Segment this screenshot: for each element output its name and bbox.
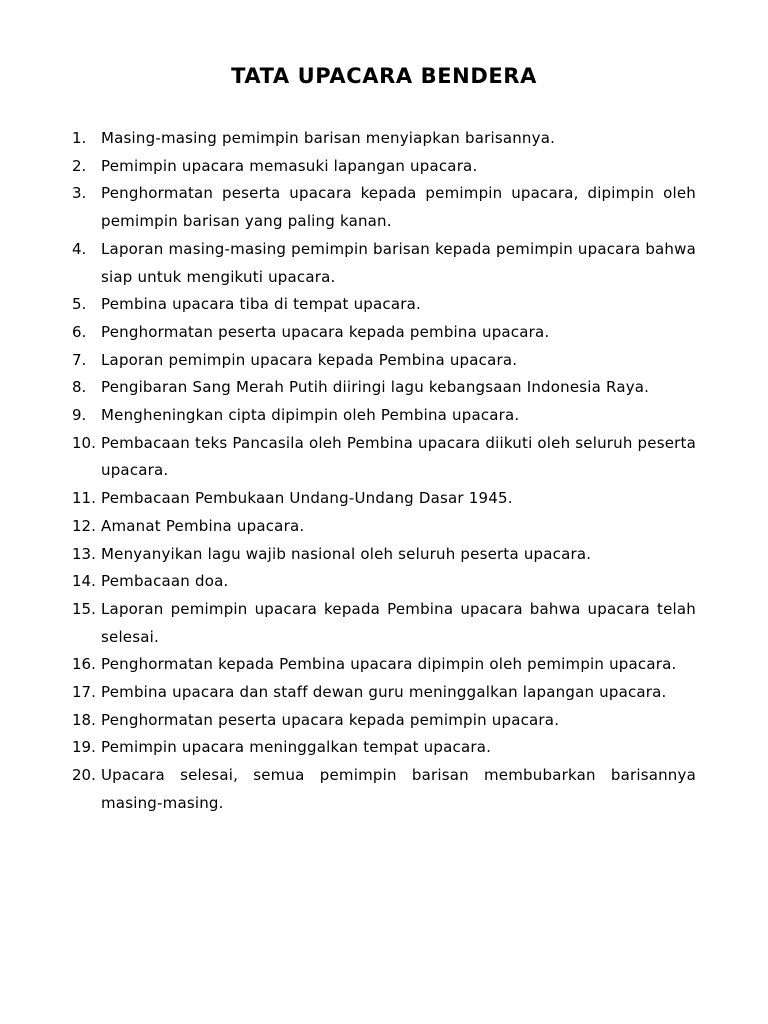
list-item — [72, 347, 696, 375]
step-number: 3. — [72, 184, 87, 203]
step-text: Pemimpin upacara memasuki lapangan upacara. — [101, 156, 478, 175]
step-text: Laporan pemimpin upacara kepada Pembina upacara. — [101, 350, 518, 369]
step-number: 12. — [72, 516, 96, 535]
step-number: 4. — [72, 239, 87, 258]
step-text: Laporan pemimpin upacara kepada Pembina upacara bahwa upacara telah selesai. — [101, 599, 696, 646]
list-item — [72, 568, 696, 596]
list-item — [72, 707, 696, 735]
step-text: Penghormatan peserta upacara kepada pemimpin upacara, dipimpin oleh pemimpin barisan yang paling kanan. — [101, 184, 696, 231]
step-number: 15. — [72, 599, 96, 618]
step-text: Pembacaan teks Pancasila oleh Pembina upacara diikuti oleh seluruh peserta upacara. — [101, 433, 696, 480]
step-text: Laporan masing-masing pemimpin barisan kepada pemimpin upacara bahwa siap untuk mengikuti upacara. — [101, 239, 696, 286]
list-item — [72, 596, 696, 651]
step-number: 17. — [72, 683, 96, 702]
step-text: Mengheningkan cipta dipimpin oleh Pembina upacara. — [101, 406, 520, 425]
step-text: Menyanyikan lagu wajib nasional oleh seluruh peserta upacara. — [101, 544, 592, 563]
step-number: 20. — [72, 766, 96, 785]
step-number: 5. — [72, 295, 87, 314]
list-item — [72, 125, 696, 153]
list-item — [72, 180, 696, 235]
step-number: 6. — [72, 322, 87, 341]
list-item — [72, 485, 696, 513]
step-text: Upacara selesai, semua pemimpin barisan membubarkan barisannya masing-masing. — [101, 766, 696, 812]
step-text: Pembacaan Pembukaan Undang-Undang Dasar 1945. — [101, 489, 513, 508]
list-item — [72, 374, 696, 402]
list-item — [72, 762, 696, 817]
step-text: Amanat Pembina upacara. — [101, 516, 305, 535]
list-item — [72, 679, 696, 707]
step-number: 11. — [72, 489, 96, 508]
step-number: 8. — [72, 378, 87, 397]
step-number: 1. — [72, 129, 87, 147]
list-item — [72, 734, 696, 762]
step-number: 16. — [72, 655, 96, 674]
list-item — [72, 236, 696, 291]
step-number: 2. — [72, 156, 87, 175]
step-text: Penghormatan peserta upacara kepada pemimpin upacara. — [101, 710, 560, 729]
step-number: 13. — [72, 544, 96, 563]
step-number: 14. — [72, 572, 96, 591]
list-item — [72, 541, 696, 569]
step-text: Pembina upacara dan staff dewan guru meninggalkan lapangan upacara. — [101, 683, 667, 702]
step-number: 7. — [72, 350, 87, 369]
step-text: Pengibaran Sang Merah Putih diiringi lagu kebangsaan Indonesia Raya. — [101, 378, 650, 397]
step-number: 9. — [72, 406, 87, 425]
step-number: 18. — [72, 710, 96, 729]
step-text: Pemimpin upacara meninggalkan tempat upacara. — [101, 738, 492, 757]
list-item — [72, 402, 696, 430]
list-item — [72, 430, 696, 485]
list-item — [72, 651, 696, 679]
document-title: TATA UPACARA BENDERA — [231, 64, 537, 88]
step-text: Pembacaan doa. — [101, 572, 229, 591]
step-text: Pembina upacara tiba di tempat upacara. — [101, 295, 421, 314]
step-number: 19. — [72, 738, 96, 757]
step-number: 10. — [72, 433, 96, 452]
step-text: Masing-masing pemimpin barisan menyiapkan barisannya. — [101, 129, 556, 147]
list-item — [72, 153, 696, 181]
ceremony-step-list — [72, 125, 696, 818]
step-text: Penghormatan peserta upacara kepada pembina upacara. — [101, 322, 550, 341]
list-item — [72, 319, 696, 347]
list-item — [72, 513, 696, 541]
list-item — [72, 291, 696, 319]
step-text: Penghormatan kepada Pembina upacara dipimpin oleh pemimpin upacara. — [101, 655, 677, 674]
